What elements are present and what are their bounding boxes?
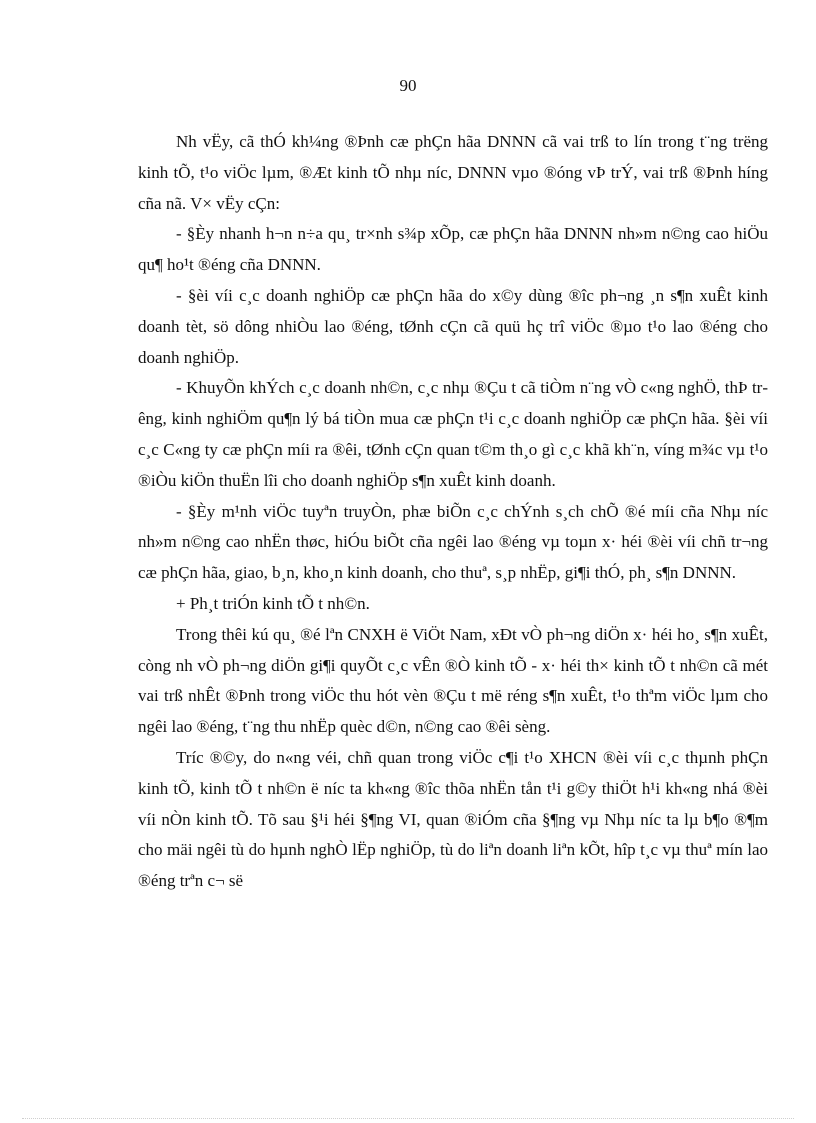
- paragraph: - §èi víi c¸c doanh nghiÖp cæ phÇn hãa do x©y dùng ®îc ph¬ng ¸n s¶n xuÊt kinh doanh tèt, sö dông nhiÒu lao ®éng, tØnh cÇn cã quü hç trî viÖc ®µo t¹o lao ®éng cho doanh nghiÖp.: [138, 285, 768, 367]
- paragraph: - §Èy m¹nh viÖc tuyªn truyÒn, phæ biÕn c¸c chÝnh s¸ch chÕ ®é míi cña Nhµ níc nh»m n©ng cao nhËn thøc, hiÓu biÕt cña ngêi lao ®éng vµ toµn x· héi ®èi víi chñ tr¬ng cæ phÇn hãa, giao, b¸n, kho¸n kinh doanh, cho thuª, s¸p nhËp, gi¶i thÓ, ph¸ s¶n DNNN.: [138, 501, 768, 583]
- paragraph: + Ph¸t triÓn kinh tÕ t nh©n.: [176, 593, 370, 613]
- paragraph: - KhuyÕn khÝch c¸c doanh nh©n, c¸c nhµ ®Çu t cã tiÒm n¨ng vÒ c«ng nghÖ, thÞ trêng, kinh nghiÖm qu¶n lý bá tiÒn mua cæ phÇn t¹i c¸c doanh nghiÖp cæ phÇn hãa. §èi víi c¸c C«ng ty cæ phÇn míi ra ®êi, tØnh cÇn quan t©m th¸o gì c¸c khã kh¨n, víng m¾c vµ t¹o ®iÒu kiÖn thuËn lîi cho doanh nghiÖp s¶n xuÊt kinh doanh.: [138, 378, 768, 490]
- document-body: [138, 127, 768, 897]
- paragraph: Tríc ®©y, do n«ng véi, chñ quan trong viÖc c¶i t¹o XHCN ®èi víi c¸c thµnh phÇn kinh tÕ, kinh tÕ t nh©n ë níc ta kh«ng ®îc thõa nhËn tån t¹i g©y thiÖt h¹i kh«ng nhá ®èi víi nÒn kinh tÕ. Tõ sau §¹i héi §¶ng VI, quan ®iÓm cña §¶ng vµ Nhµ níc ta lµ b¶o ®¶m cho mäi ngêi tù do hµnh nghÒ lËp nghiÖp, tù do liªn doanh liªn kÕt, hîp t¸c vµ thuª mín lao ®éng trªn c¬ së: [138, 747, 768, 891]
- bottom-dotted-rule: [22, 1118, 794, 1119]
- paragraph: - §Èy nhanh h¬n n÷a qu¸ tr×nh s¾p xÕp, cæ phÇn hãa DNNN nh»m n©ng cao hiÖu qu¶ ho¹t ®éng cña DNNN.: [138, 224, 768, 275]
- paragraph: Nh vËy, cã thÓ kh¼ng ®Þnh cæ phÇn hãa DNNN cã vai trß to lín trong t¨ng trëng kinh tÕ, t¹o viÖc lµm, ®Æt kinh tÕ nhµ níc, DNNN vµo ®óng vÞ trÝ, vai trß ®Þnh híng cña nã. V× vËy cÇn:: [138, 132, 768, 213]
- paragraph: Trong thêi kú qu¸ ®é lªn CNXH ë ViÖt Nam, xÐt vÒ ph¬ng diÖn x· héi ho¸ s¶n xuÊt, còng nh vÒ ph¬ng diÖn gi¶i quyÕt c¸c vÊn ®Ò kinh tÕ - x· héi th× kinh tÕ t nh©n cã mét vai trß nhÊt ®Þnh trong viÖc thu hót vèn ®Çu t më réng s¶n xuÊt, t¹o thªm viÖc lµm cho ngêi lao ®éng, t¨ng thu nhËp quèc d©n, n©ng cao ®êi sèng.: [138, 624, 768, 737]
- page-number: 90: [399, 76, 417, 95]
